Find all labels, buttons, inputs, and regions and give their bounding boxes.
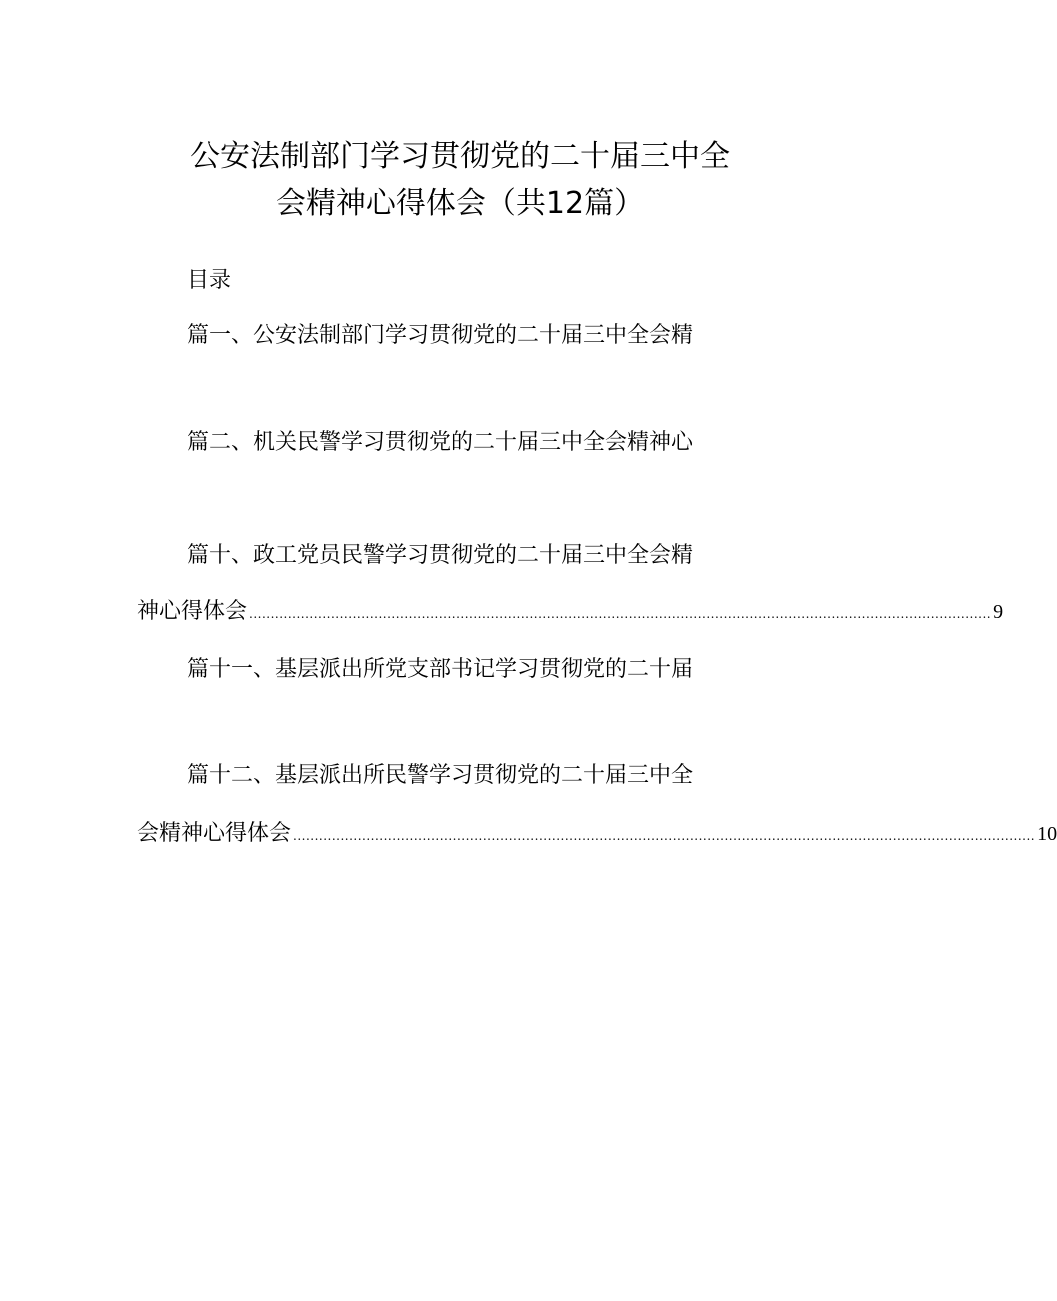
toc-entry-10[interactable]: 篇十、政工党员民警学习贯彻党的二十届三中全会精	[187, 543, 694, 568]
dot-leader: ............................................................................................................................................................................	[293, 829, 1036, 843]
toc-heading: 目录	[187, 268, 232, 293]
toc-entry-12-line-2: 会精神心得体会	[137, 821, 292, 846]
toc-entry-2[interactable]: 篇二、机关民警学习贯彻党的二十届三中全会精神心	[187, 430, 694, 455]
page-title-line-1: 公安法制部门学习贯彻党的二十届三中全	[190, 139, 730, 174]
toc-entry-10-continuation[interactable]	[137, 598, 1004, 628]
toc-entry-10-page-number: 9	[993, 601, 1004, 623]
dot-leader: ............................................................................................................................................................................	[249, 607, 992, 621]
toc-entry-10-line-2: 神心得体会	[137, 599, 248, 624]
toc-entry-1[interactable]: 篇一、公安法制部门学习贯彻党的二十届三中全会精	[187, 323, 694, 348]
toc-entry-12-page-number: 10	[1037, 823, 1057, 845]
toc-entry-12[interactable]: 篇十二、基层派出所民警学习贯彻党的二十届三中全	[187, 763, 694, 788]
toc-entry-11[interactable]: 篇十一、基层派出所党支部书记学习贯彻党的二十届	[187, 657, 694, 682]
page-title-line-2: 会精神心得体会（共12篇）	[275, 186, 645, 221]
toc-entry-12-continuation[interactable]	[137, 820, 1057, 850]
